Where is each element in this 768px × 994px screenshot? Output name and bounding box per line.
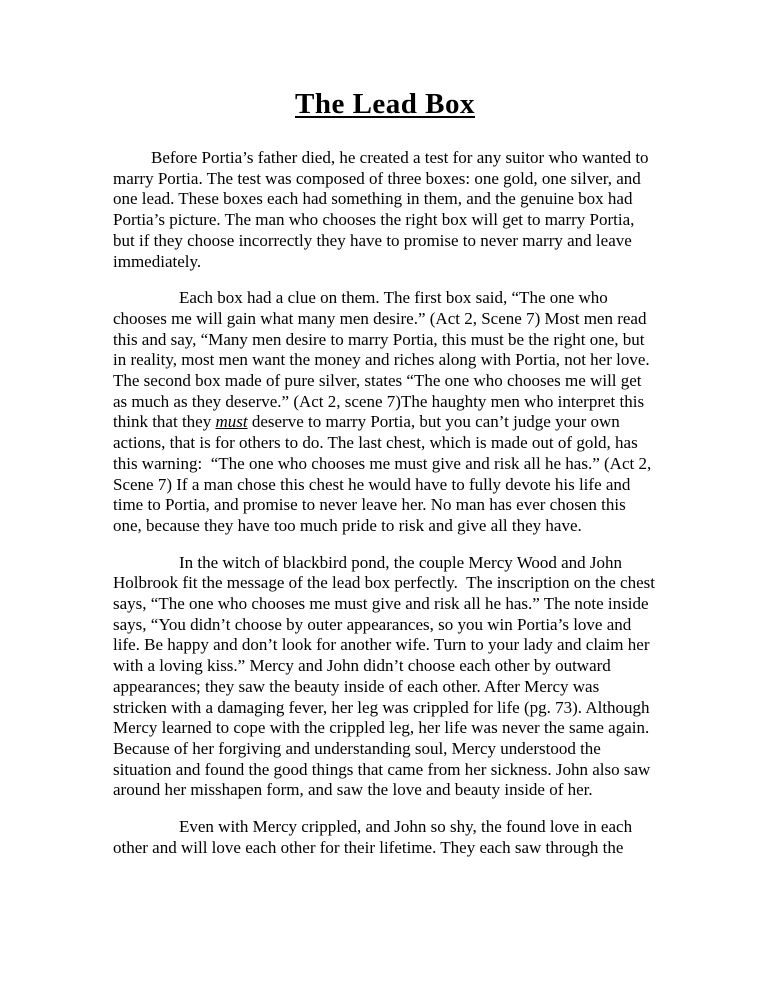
document-title [113, 88, 657, 120]
paragraph-4-text: Even with Mercy crippled, and John so shy, the found love in each other and will love each other for their lifetime. They each saw through the [113, 817, 637, 857]
paragraph-1 [113, 148, 657, 272]
paragraph-4 [113, 817, 657, 858]
paragraph-1-text: Before Portia’s father died, he created a test for any suitor who wanted to marry Portia. The test was composed of three boxes: one gold, one silver, and one lead. These boxes each had something in them, and the genuine box had Portia’s picture. The man who chooses the right box will get to marry Portia, but if they choose incorrectly they have to promise to never marry and leave immediately. [113, 148, 653, 271]
paragraph-2-text-post: deserve to marry Portia, but you can’t judge your own actions, that is for others to do. The last chest, which is made out of gold, has this warning: “The one who chooses me must give and risk all he has.” (Act 2, Scene 7) If a man chose this chest he would have to fully devote his life and time to Portia, and promise to never leave her. No man has ever chosen this one, because they have too much pride to risk and give all they have. [113, 412, 656, 535]
paragraph-3 [113, 552, 660, 801]
paragraph-2-text-pre: Each box had a clue on them. The first box said, “The one who chooses me will gain what many men desire.” (Act 2, Scene 7) Most men read this and say, “Many men desire to marry Portia, this must be the right one, but in reality, most men want the money and riches along with Portia, not her love. The second box made of pure silver, states “The one who chooses me will get as much as they deserve.” (Act 2, scene 7)The haughty men who interpret this think that they [113, 288, 654, 432]
paragraph-2 [113, 288, 657, 536]
document-title-text: The Lead Box [294, 88, 476, 120]
paragraph-2-emphasized-word: must [215, 412, 248, 432]
paragraph-3-text: In the witch of blackbird pond, the couple Mercy Wood and John Holbrook fit the message of the lead box perfectly. The inscription on the chest says, “The one who chooses me must give and risk all he has.” The note inside says, “You didn’t choose by outer appearances, so you win Portia’s love and life. Be happy and don’t look for another wife. Turn to your lady and claim her with a loving kiss.” Mercy and John didn’t choose each other by outward appearances; they saw the beauty inside of each other. After Mercy was stricken with a damaging fever, her leg was crippled for life (pg. 73). Although Mercy learned to cope with the crippled leg, her life was never the same again. Because of her forgiving and understanding soul, Mercy understood the situation and found the good things that came from her sickness. John also saw around her misshapen form, and saw the love and beauty inside of her. [113, 552, 660, 800]
